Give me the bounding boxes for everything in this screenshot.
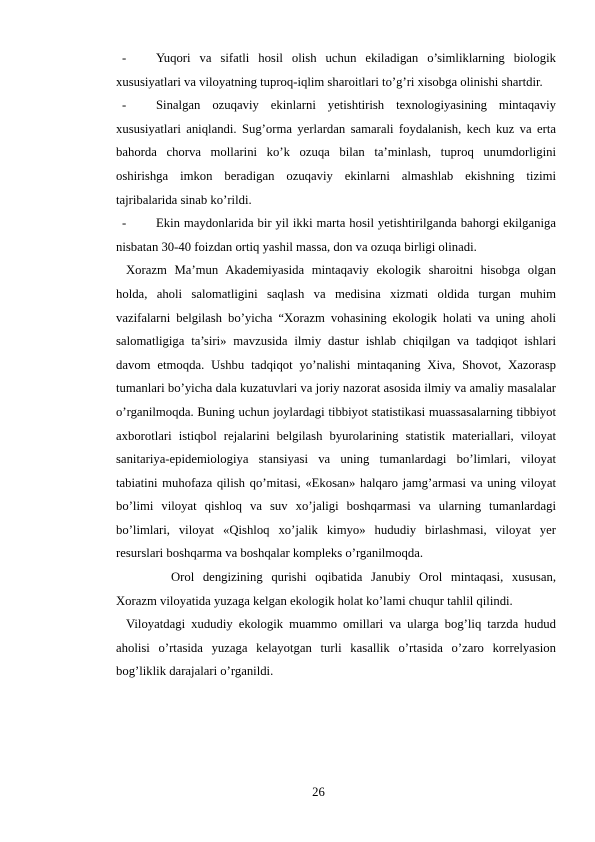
bullet-dash: - (122, 51, 127, 65)
paragraph-text: Viloyatdagi xududiy ekologik muammo omillari va ularga bog’liq tarzda hudud aholisi o’rtasida yuzaga kelayotgan turli kasallik o’rtasida o’zaro korrelyasion bog’liklik darajalari o’rganildi. (116, 617, 556, 679)
body-text (116, 47, 556, 684)
paragraph-text: Sinalgan ozuqaviy ekinlarni yetishtirish texnologiyasining mintaqaviy xususiyatlari aniqlandi. Sug’orma yerlardan samarali foydalanish, kech kuz va erta bahorda chorva mollarini ko’k ozuqa bilan ta’minlash, tuproq unumdorligini oshirishga imkon beradigan ozuqaviy ekinlarni almashlab ekishning tizimi tajribalarida sinab ko’rildi. (116, 98, 556, 207)
paragraph-text: Yuqori va sifatli hosil olish uchun ekiladigan o’simliklarning biologik xususiyatlari va viloyatning tuproq-iqlim sharoitlari to’g’ri xisobga olinishi shartdir. (116, 51, 556, 89)
page-number: 26 (312, 785, 325, 799)
bullet-dash: - (122, 98, 127, 113)
bullet-dash: - (122, 216, 127, 231)
paragraph-text: Orol dengizining qurishi oqibatida Janubiy Orol mintaqasi, xususan, Xorazm viloyatida yuzaga kelgan ekologik holat ko’lami chuqur tahlil qilindi. (116, 570, 556, 608)
bullet-paragraph (116, 212, 556, 259)
paragraph (116, 566, 556, 613)
paragraph-text: Xorazm Ma’mun Akademiyasida mintaqaviy ekologik sharoitni hisobga olgan holda, aholi salomatligini saqlash va medisina xizmati oldida turgan muhim vazifalarni belgilash bo’yicha “Xorazm vohasining ekologik holati va uning aholi salomatligiga ta’siri» mavzusida ilmiy dastur ishlab chiqilgan va tadqiqot ishlari davom etmoqda. Ushbu tadqiqot yo’nalishi mintaqaning Xiva, Shovot, Xazorasp tumanlari bo’yicha dala kuzatuvlari va joriy nazorat asosida ilmiy va amaliy masalalar o’rganilmoqda. Buning uchun joylardagi tibbiyot statistikasi muassasalarning tibbiyot axborotlari istiqbol rejalarini belgilash byurolarining statistik materiallari, viloyat sanitariya-epidemiologiya stansiyasi va uning tumanlardagi bo’limlari, viloyat tabiatini muhofaza qilish qo’mitasi, «Ekosan» halqaro jamg’armasi va uning viloyat bo’limi viloyat qishloq va suv xo’jaligi boshqarmasi va ularning tumanlardagi bo’limlari, viloyat «Qishloq xo’jalik kimyo» hududiy birlashmasi, viloyat yer resurslari boshqarma va boshqalar kompleks o’rganilmoqda. (116, 263, 556, 561)
bullet-paragraph (116, 47, 556, 94)
paragraph (116, 259, 556, 566)
paragraph (116, 613, 556, 684)
bullet-paragraph (116, 94, 556, 212)
paragraph-text: Ekin maydonlarida bir yil ikki marta hosil yetishtirilganda bahorgi ekilganiga nisbatan 30-40 foizdan ortiq yashil massa, don va ozuqa birligi olinadi. (116, 216, 556, 254)
